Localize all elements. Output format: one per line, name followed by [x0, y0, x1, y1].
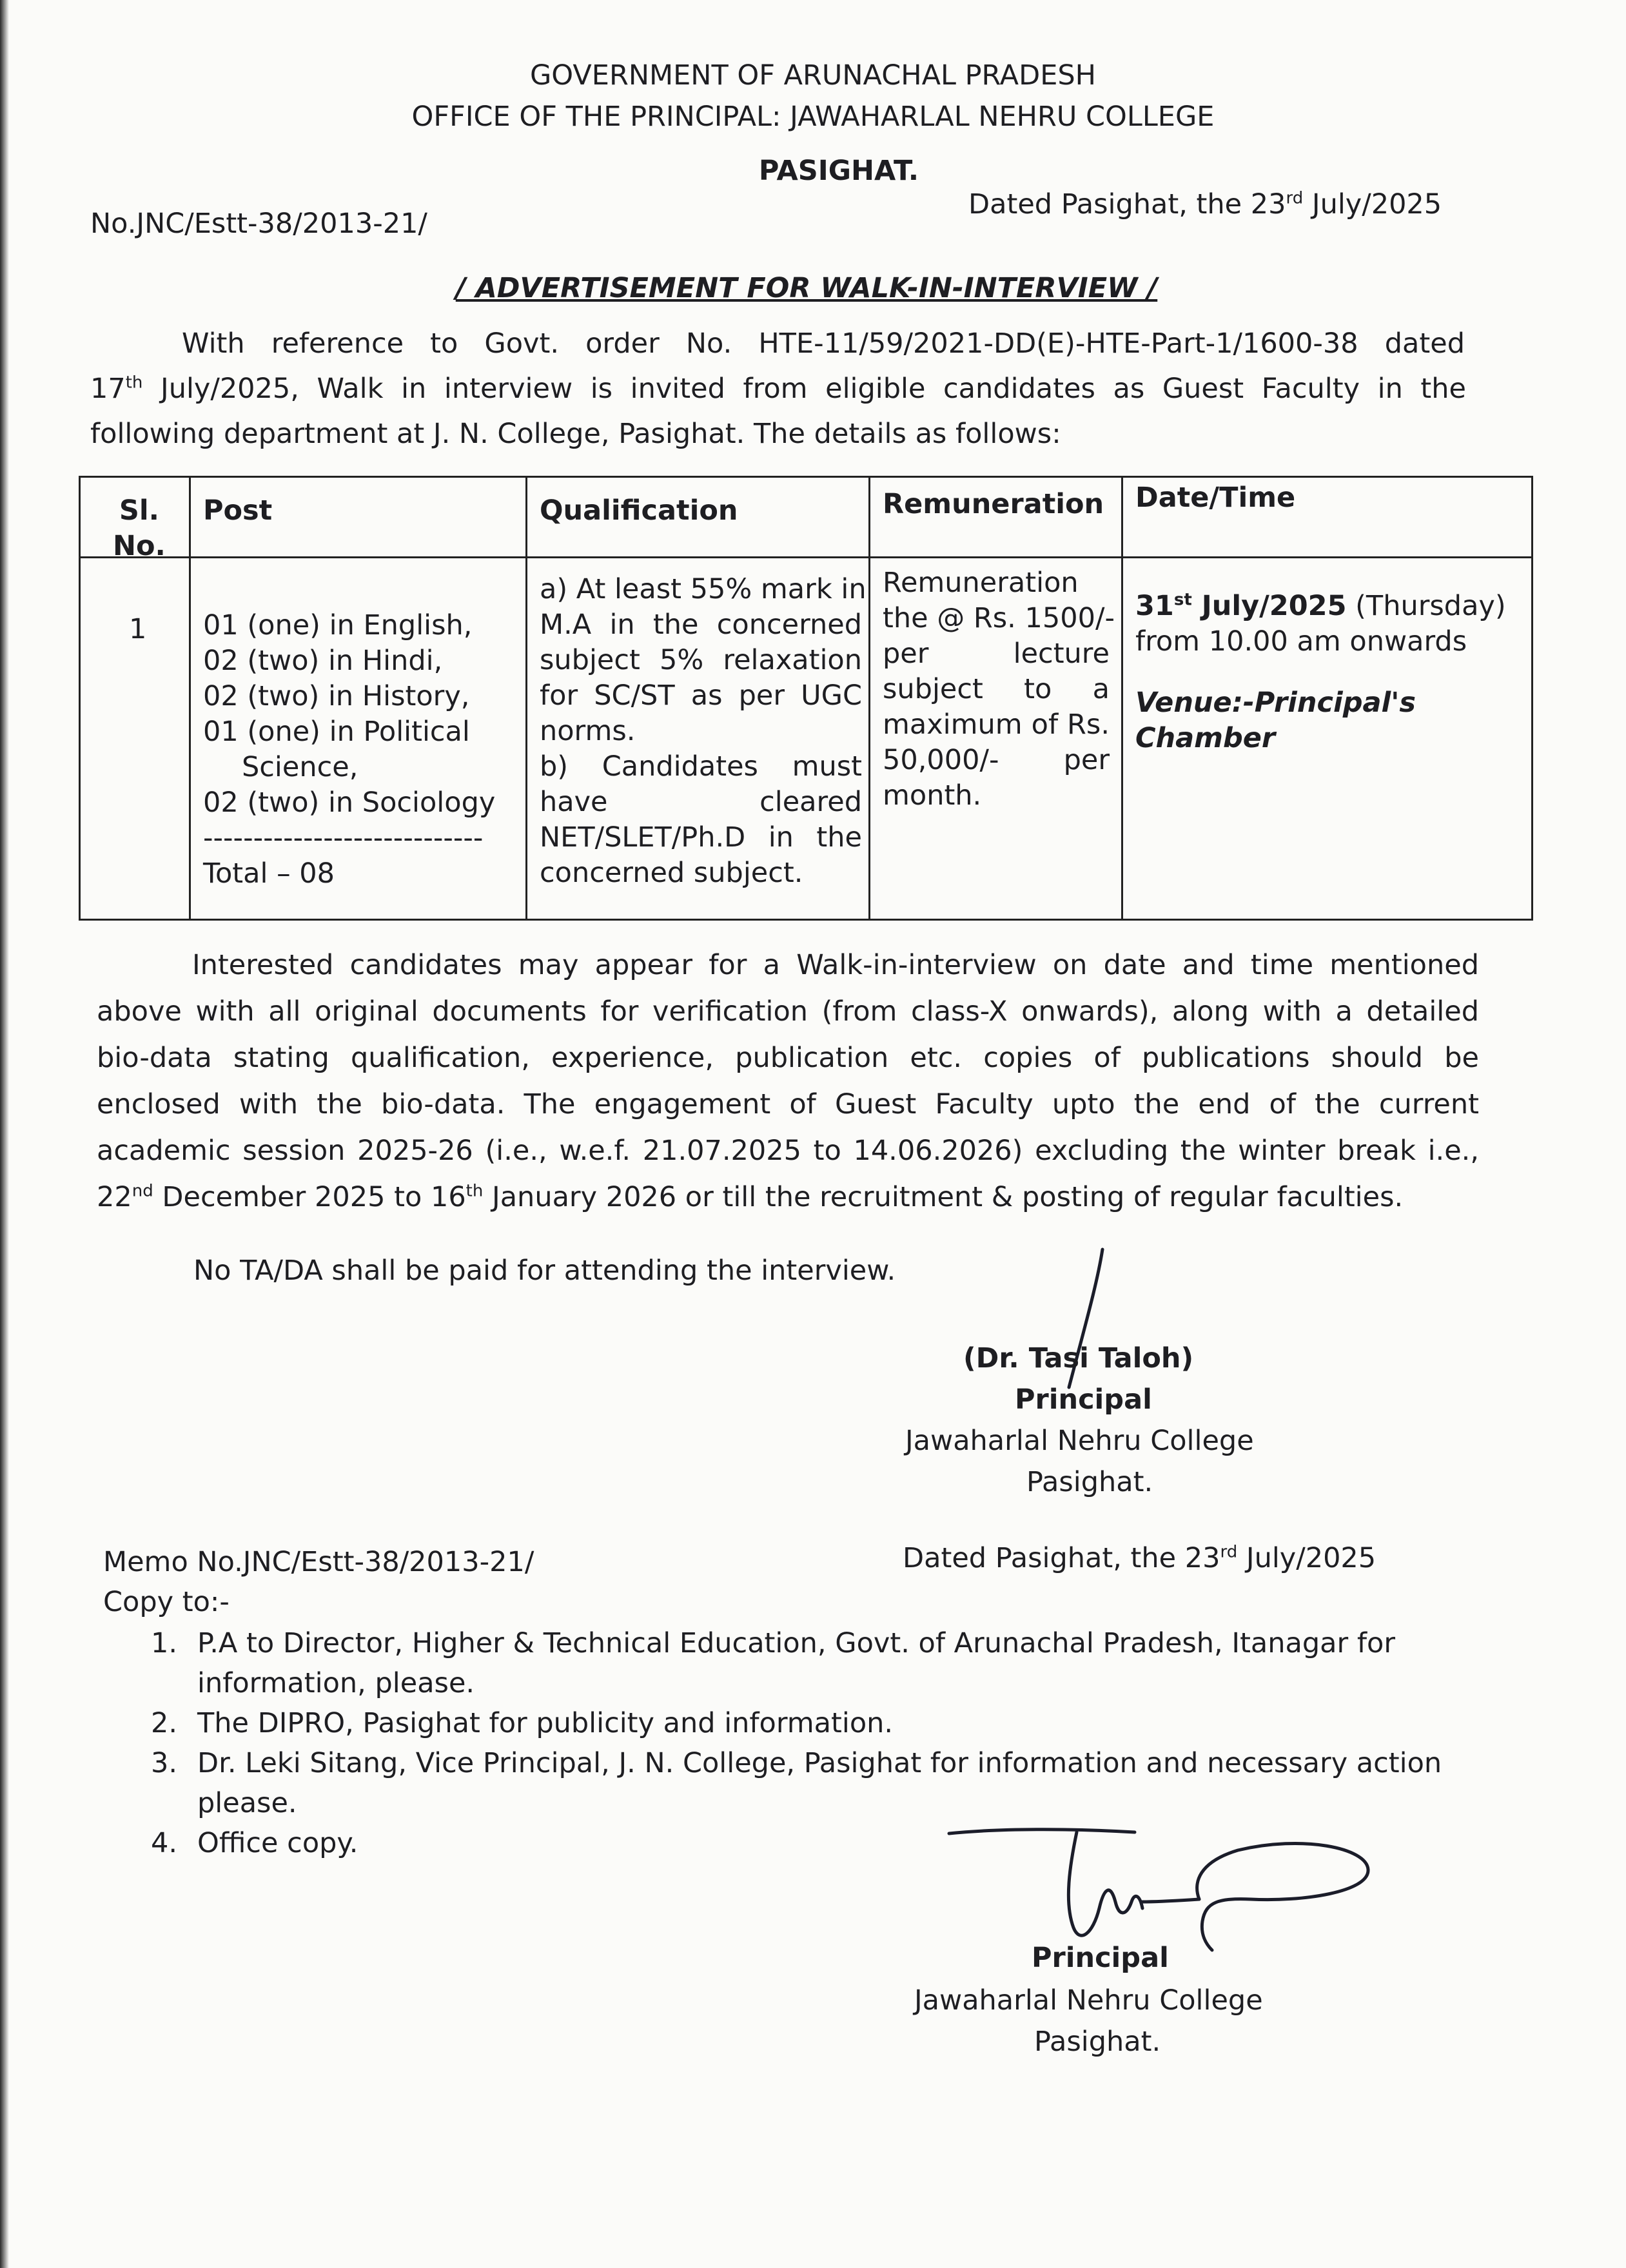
memo-date: Dated Pasighat, the 23rd July/2025 — [903, 1542, 1376, 1574]
body-line-6: 22nd December 2025 to 16th January 2026 or till the recruitment & posting of regular faculties. — [97, 1181, 1404, 1213]
body-line-3: bio-data stating qualification, experience, publication etc. copies of publications should be — [97, 1042, 1479, 1074]
header-datetime: Date/Time — [1135, 482, 1296, 514]
row-remuneration: Remuneration the @ Rs. 1500/- per lecture subject to a maximum of Rs. 50,000/- per month. — [883, 567, 1115, 812]
row-datetime: 31st July/2025 (Thursday) from 10.00 am onwards Venue:-Principal's Chamber — [1135, 590, 1506, 754]
signatory-designation: Principal — [1015, 1383, 1152, 1416]
copy-item-3-number: 3. — [151, 1747, 178, 1779]
intro-line-1: With reference to Govt. order No. HTE-11/59/2021-DD(E)-HTE-Part-1/1600-38 dated — [182, 327, 1465, 360]
signatory2-designation: Principal — [1032, 1942, 1169, 1974]
signatory-college: Jawaharlal Nehru College — [905, 1425, 1254, 1457]
copy-item-1-cont: information, please. — [197, 1667, 475, 1699]
body-line-2: above with all original documents for verification (from class-X onwards), along with a detailed — [97, 995, 1479, 1028]
body-line-4: enclosed with the bio-data. The engagement of Guest Faculty upto the end of the current — [97, 1088, 1479, 1120]
scan-edge-shadow — [0, 0, 9, 2268]
intro-line-2: 17th July/2025, Walk in interview is invited from eligible candidates as Guest Faculty in the — [90, 373, 1466, 405]
signatory-place: Pasighat. — [1026, 1466, 1153, 1498]
copy-item-2-number: 2. — [151, 1707, 178, 1739]
copy-item-4-number: 4. — [151, 1827, 178, 1859]
memo-number: Memo No.JNC/Estt-38/2013-21/ — [103, 1546, 534, 1578]
header-qualification: Qualification — [540, 494, 738, 527]
row-qualification: a) At least 55% mark in M.A in the concerned subject 5% relaxation for SC/ST as per UGC norms. b) Candidates must have cleared NET/SLET/Ph.D in the concerned subject. — [540, 573, 867, 889]
advertisement-title: / ADVERTISEMENT FOR WALK-IN-INTERVIEW / — [455, 272, 1158, 304]
handwritten-signature — [941, 1805, 1393, 1960]
copy-item-3: Dr. Leki Sitang, Vice Principal, J. N. College, Pasighat for information and necessary action — [197, 1747, 1442, 1779]
reference-number: No.JNC/Estt-38/2013-21/ — [90, 208, 427, 240]
body-line-5: academic session 2025-26 (i.e., w.e.f. 21.07.2025 to 14.06.2026) excluding the winter break i.e., — [97, 1135, 1479, 1167]
header-government: GOVERNMENT OF ARUNACHAL PRADESH — [529, 59, 1097, 92]
header-sl: Sl. No. — [113, 494, 166, 562]
header-office: OFFICE OF THE PRINCIPAL: JAWAHARLAL NEHRU COLLEGE — [411, 101, 1215, 133]
header-post: Post — [203, 494, 273, 527]
vacancy-table — [79, 476, 1533, 921]
copy-item-1: P.A to Director, Higher & Technical Education, Govt. of Arunachal Pradesh, Itanagar for — [197, 1627, 1396, 1659]
row-post: 01 (one) in English, 02 (two) in Hindi, 02 (two) in History, 01 (one) in Political Science, 02 (two) in Sociology ---------------------------- Total – 08 — [203, 609, 496, 890]
copy-item-4: Office copy. — [197, 1827, 358, 1859]
copy-item-1-number: 1. — [151, 1627, 178, 1659]
row-sl: 1 — [129, 613, 147, 645]
signatory2-place: Pasighat. — [1034, 2026, 1161, 2058]
body-line-1: Interested candidates may appear for a Walk-in-interview on date and time mentioned — [192, 949, 1479, 981]
copy-item-2: The DIPRO, Pasighat for publicity and information. — [197, 1707, 894, 1739]
signatory-name: (Dr. Tasi Taloh) — [963, 1342, 1194, 1374]
tada-note: No TA/DA shall be paid for attending the interview. — [193, 1255, 896, 1287]
header-remuneration: Remuneration — [883, 488, 1104, 520]
header-place: PASIGHAT. — [758, 155, 919, 187]
copy-to-label: Copy to:- — [103, 1586, 230, 1618]
reference-date: Dated Pasighat, the 23rd July/2025 — [968, 188, 1442, 220]
intro-line-3: following department at J. N. College, Pasighat. The details as follows: — [90, 418, 1061, 450]
copy-item-3-cont: please. — [197, 1787, 297, 1819]
signatory2-college: Jawaharlal Nehru College — [914, 1984, 1263, 2017]
